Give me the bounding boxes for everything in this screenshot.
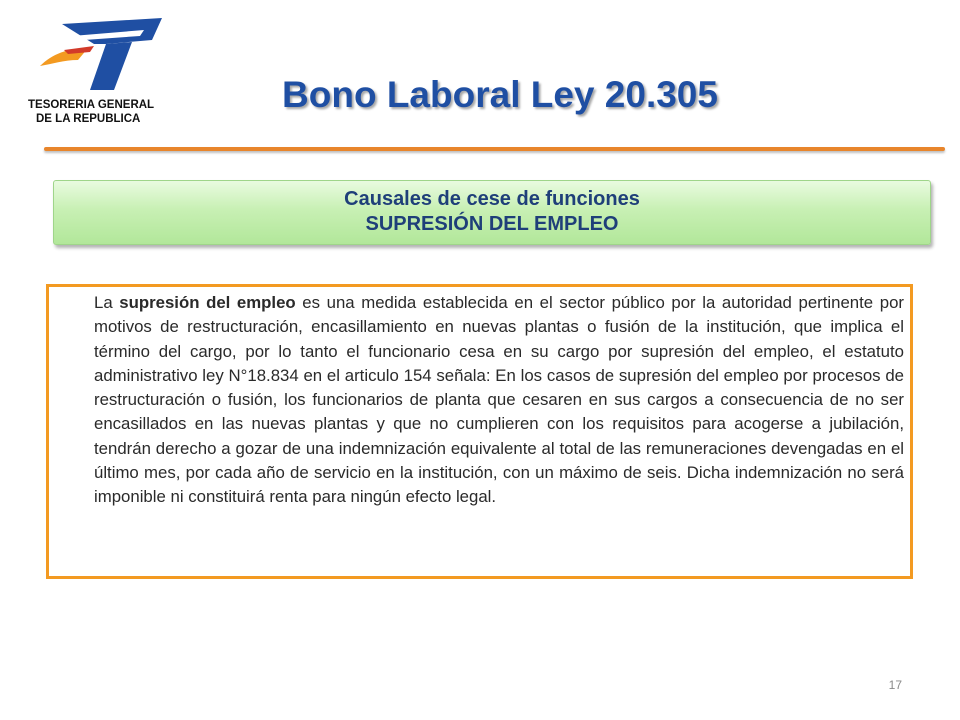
banner-line-2: SUPRESIÓN DEL EMPLEO (365, 213, 619, 235)
content-body: es una medida establecida en el sector público por la autoridad pertinente por motivos de restructuración, encasillamiento en nuevas plantas o fusión de la institución, que implica el término del cargo, por lo tanto el funcionario cesa en su cargo por supresión del empleo, el estatuto administrativo ley N°18.834 en el articulo 154 señala: En los casos de supresión del empleo por procesos de restructuración o fusión, los funcionarios de planta que cesaren en sus cargos a consecuencia de no ser encasillados en las nuevas plantas y que no cumplieren con los requisitos para acogerse a jubilación, tendrán derecho a gozar de una indemnización equivalente al total de las remuneraciones devengadas en el último mes, por cada año de servicio en la institución, con un máximo de seis. Dicha indemnización no será imponible ni constituirá renta para ningún efecto legal. (94, 293, 904, 507)
content-intro: La (94, 293, 120, 312)
content-paragraph (94, 291, 904, 510)
logo-line-2: DE LA REPUBLICA (36, 113, 141, 125)
page-title: Bono Laboral Ley 20.305 (282, 74, 718, 115)
banner-line-1: Causales de cese de funciones (344, 188, 640, 210)
content-emphasis: supresión del empleo (119, 293, 296, 312)
page-number: 17 (888, 678, 902, 692)
section-banner (53, 180, 931, 245)
title-divider (44, 147, 945, 151)
logo-line-1: TESORERIA GENERAL (28, 99, 155, 111)
